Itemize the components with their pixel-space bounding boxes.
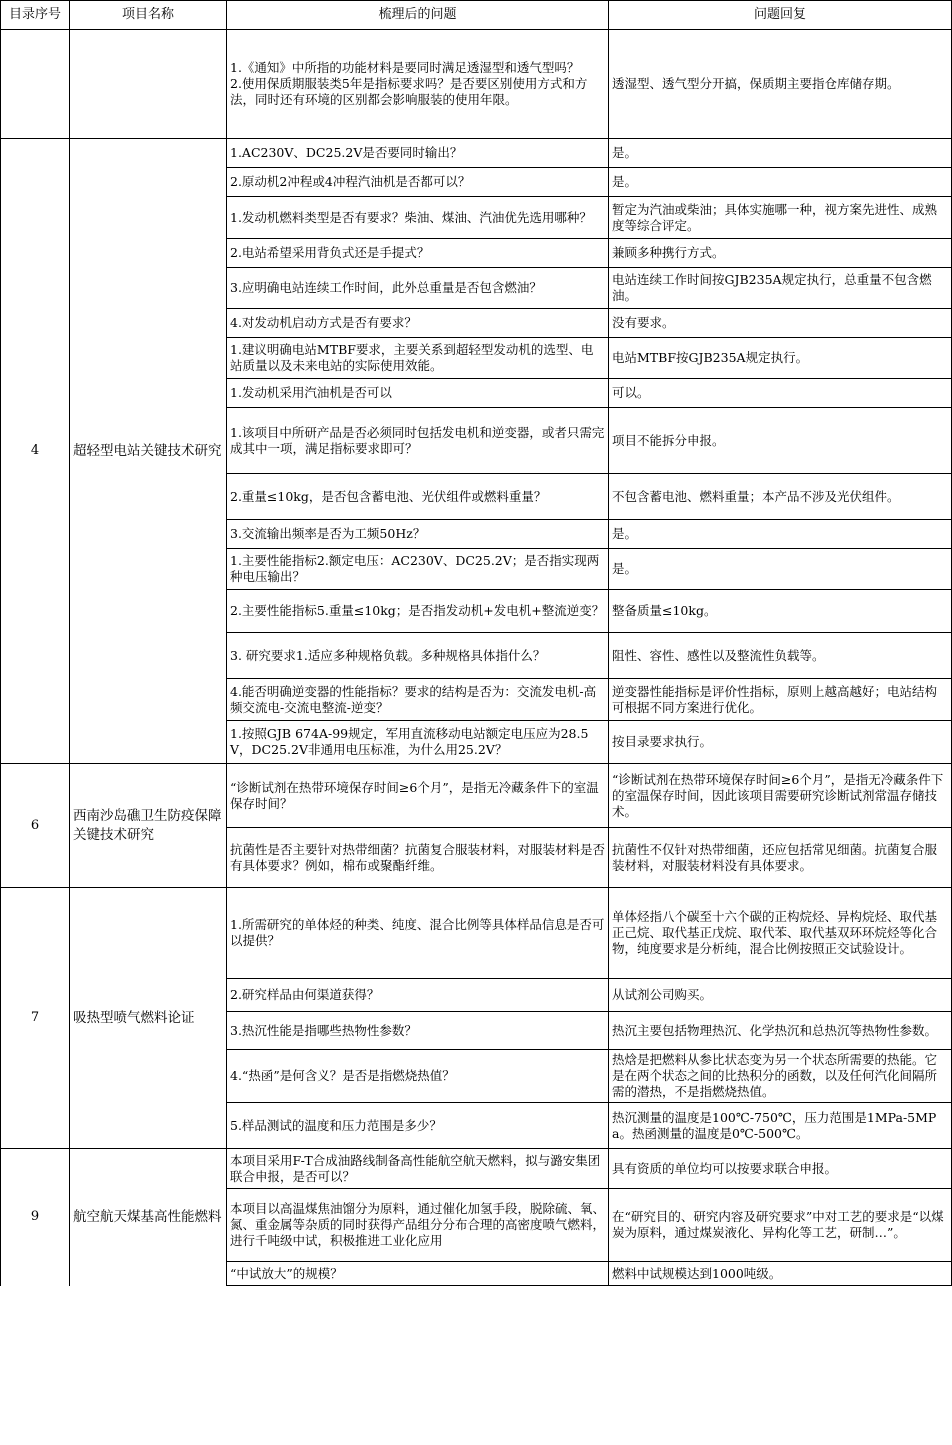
question-cell: 1.主要性能指标2.额定电压：AC230V、DC25.2V；是否指实现两种电压输出？ [227, 549, 609, 590]
question-cell: 4.能否明确逆变器的性能指标？要求的结构是否为：交流发电机-高频交流电-交流电整流-逆变？ [227, 679, 609, 721]
question-cell: 1.《通知》中所指的功能材料是要同时满足透湿型和透气型吗？ 2.使用保质期服装类5年是指标要求吗？是否要区别使用方式和方法，同时还有环境的区别都会影响服装的使用年限。 [227, 30, 609, 139]
question-cell: 1.所需研究的单体烃的种类、纯度、混合比例等具体样品信息是否可以提供？ [227, 888, 609, 979]
reply-cell: “诊断试剂在热带环境保存时间≥6个月”，是指无冷藏条件下的室温保存时间，因此该项目需要研究诊断试剂常温存储技术。 [609, 764, 952, 828]
question-cell: 抗菌性是否主要针对热带细菌？抗菌复合服装材料，对服装材料是否有具体要求？例如，棉布或聚酯纤维。 [227, 828, 609, 888]
reply-cell: 没有要求。 [609, 309, 952, 338]
reply-cell: 兼顾多种携行方式。 [609, 239, 952, 268]
table-row [1, 888, 952, 979]
question-cell: 2.重量≤10kg，是否包含蓄电池、光伏组件或燃料重量？ [227, 474, 609, 520]
reply-cell: 在“研究目的、研究内容及研究要求”中对工艺的要求是“以煤炭为原料，通过煤炭液化、异构化等工艺，研制…”。 [609, 1189, 952, 1262]
group-index: 9 [1, 1149, 70, 1286]
reply-cell: 可以。 [609, 379, 952, 408]
question-cell: 本项目采用F-T合成油路线制备高性能航空航天燃料，拟与潞安集团联合申报，是否可以？ [227, 1149, 609, 1189]
reply-cell: 是。 [609, 549, 952, 590]
question-cell: “中试放大”的规模？ [227, 1262, 609, 1286]
reply-cell: 单体烃指八个碳至十六个碳的正构烷烃、异构烷烃、取代基正己烷、取代基正戊烷、取代苯、取代基双环环烷烃等化合物，纯度要求是分析纯，混合比例按照正交试验设计。 [609, 888, 952, 979]
question-cell: 4.“热函”是何含义？是否是指燃烧热值？ [227, 1050, 609, 1103]
reply-cell: 抗菌性不仅针对热带细菌，还应包括常见细菌。抗菌复合服装材料，对服装材料没有具体要求。 [609, 828, 952, 888]
header-index: 目录序号 [1, 1, 70, 30]
group-project-name: 超轻型电站关键技术研究 [70, 139, 227, 764]
group-project-name: 西南沙岛礁卫生防疫保障关键技术研究 [70, 764, 227, 888]
group-index: 6 [1, 764, 70, 888]
reply-cell: 整备质量≤10kg。 [609, 590, 952, 633]
reply-cell: 按目录要求执行。 [609, 721, 952, 764]
question-cell: 1.建议明确电站MTBF要求，主要关系到超轻型发动机的选型、电站质量以及未来电站的实际使用效能。 [227, 338, 609, 379]
question-cell: 2.研究样品由何渠道获得？ [227, 979, 609, 1012]
table-body [1, 30, 952, 1286]
question-cell: 4.对发动机启动方式是否有要求？ [227, 309, 609, 338]
group-project-name: 吸热型喷气燃料论证 [70, 888, 227, 1149]
header-project: 项目名称 [70, 1, 227, 30]
question-cell: 1.AC230V、DC25.2V是否要同时输出？ [227, 139, 609, 168]
group-index: 7 [1, 888, 70, 1149]
reply-cell: 热沉测量的温度是100℃-750℃，压力范围是1MPa-5MPa。热函测量的温度是0℃-500℃。 [609, 1103, 952, 1149]
header-question: 梳理后的问题 [227, 1, 609, 30]
group-project-name [70, 30, 227, 139]
reply-cell: 是。 [609, 139, 952, 168]
group-index [1, 30, 70, 139]
reply-cell: 热焓是把燃料从参比状态变为另一个状态所需要的热能。它是在两个状态之间的比热积分的函数，以及任何汽化间隔所需的潜热，不是指燃烧热值。 [609, 1050, 952, 1103]
group-index: 4 [1, 139, 70, 764]
question-cell: 2.电站希望采用背负式还是手提式？ [227, 239, 609, 268]
reply-cell: 具有资质的单位均可以按要求联合申报。 [609, 1149, 952, 1189]
question-cell: 3.应明确电站连续工作时间，此外总重量是否包含燃油？ [227, 268, 609, 309]
reply-cell: 燃料中试规模达到1000吨级。 [609, 1262, 952, 1286]
reply-cell: 项目不能拆分申报。 [609, 408, 952, 474]
question-cell: 2.主要性能指标5.重量≤10kg；是否指发动机+发电机+整流逆变？ [227, 590, 609, 633]
reply-cell: 是。 [609, 168, 952, 197]
reply-cell: 电站MTBF按GJB235A规定执行。 [609, 338, 952, 379]
question-cell: 2.原动机2冲程或4冲程汽油机是否都可以？ [227, 168, 609, 197]
table-row [1, 139, 952, 168]
reply-cell: 是。 [609, 520, 952, 549]
reply-cell: 电站连续工作时间按GJB235A规定执行，总重量不包含燃油。 [609, 268, 952, 309]
reply-cell: 从试剂公司购买。 [609, 979, 952, 1012]
question-cell: 3.交流输出频率是否为工频50Hz？ [227, 520, 609, 549]
question-cell: 本项目以高温煤焦油馏分为原料，通过催化加氢手段，脱除硫、氧、氮、重金属等杂质的同时获得产品组分分布合理的高密度喷气燃料，进行千吨级中试，积极推进工业化应用 [227, 1189, 609, 1262]
question-cell: 1.发动机采用汽油机是否可以 [227, 379, 609, 408]
table-row [1, 30, 952, 139]
table-row [1, 764, 952, 828]
question-cell: “诊断试剂在热带环境保存时间≥6个月”，是指无冷藏条件下的室温保存时间？ [227, 764, 609, 828]
reply-cell: 不包含蓄电池、燃料重量；本产品不涉及光伏组件。 [609, 474, 952, 520]
question-cell: 1.该项目中所研产品是否必须同时包括发电机和逆变器，或者只需完成其中一项，满足指标要求即可？ [227, 408, 609, 474]
question-cell: 3. 研究要求1.适应多种规格负载。多种规格具体指什么？ [227, 633, 609, 679]
reply-cell: 阻性、容性、感性以及整流性负载等。 [609, 633, 952, 679]
reply-cell: 透湿型、透气型分开搞，保质期主要指仓库储存期。 [609, 30, 952, 139]
question-cell: 1.按照GJB 674A-99规定，军用直流移动电站额定电压应为28.5V，DC25.2V非通用电压标准，为什么用25.2V？ [227, 721, 609, 764]
header-row [1, 1, 952, 30]
question-cell: 3.热沉性能是指哪些热物性参数？ [227, 1012, 609, 1050]
group-project-name: 航空航天煤基高性能燃料 [70, 1149, 227, 1286]
question-cell: 5.样品测试的温度和压力范围是多少？ [227, 1103, 609, 1149]
reply-cell: 暂定为汽油或柴油；具体实施哪一种，视方案先进性、成熟度等综合评定。 [609, 197, 952, 239]
header-reply: 问题回复 [609, 1, 952, 30]
reply-cell: 逆变器性能指标是评价性指标，原则上越高越好；电站结构可根据不同方案进行优化。 [609, 679, 952, 721]
question-cell: 1.发动机燃料类型是否有要求？柴油、煤油、汽油优先选用哪种？ [227, 197, 609, 239]
reply-cell: 热沉主要包括物理热沉、化学热沉和总热沉等热物性参数。 [609, 1012, 952, 1050]
table-row [1, 1149, 952, 1189]
